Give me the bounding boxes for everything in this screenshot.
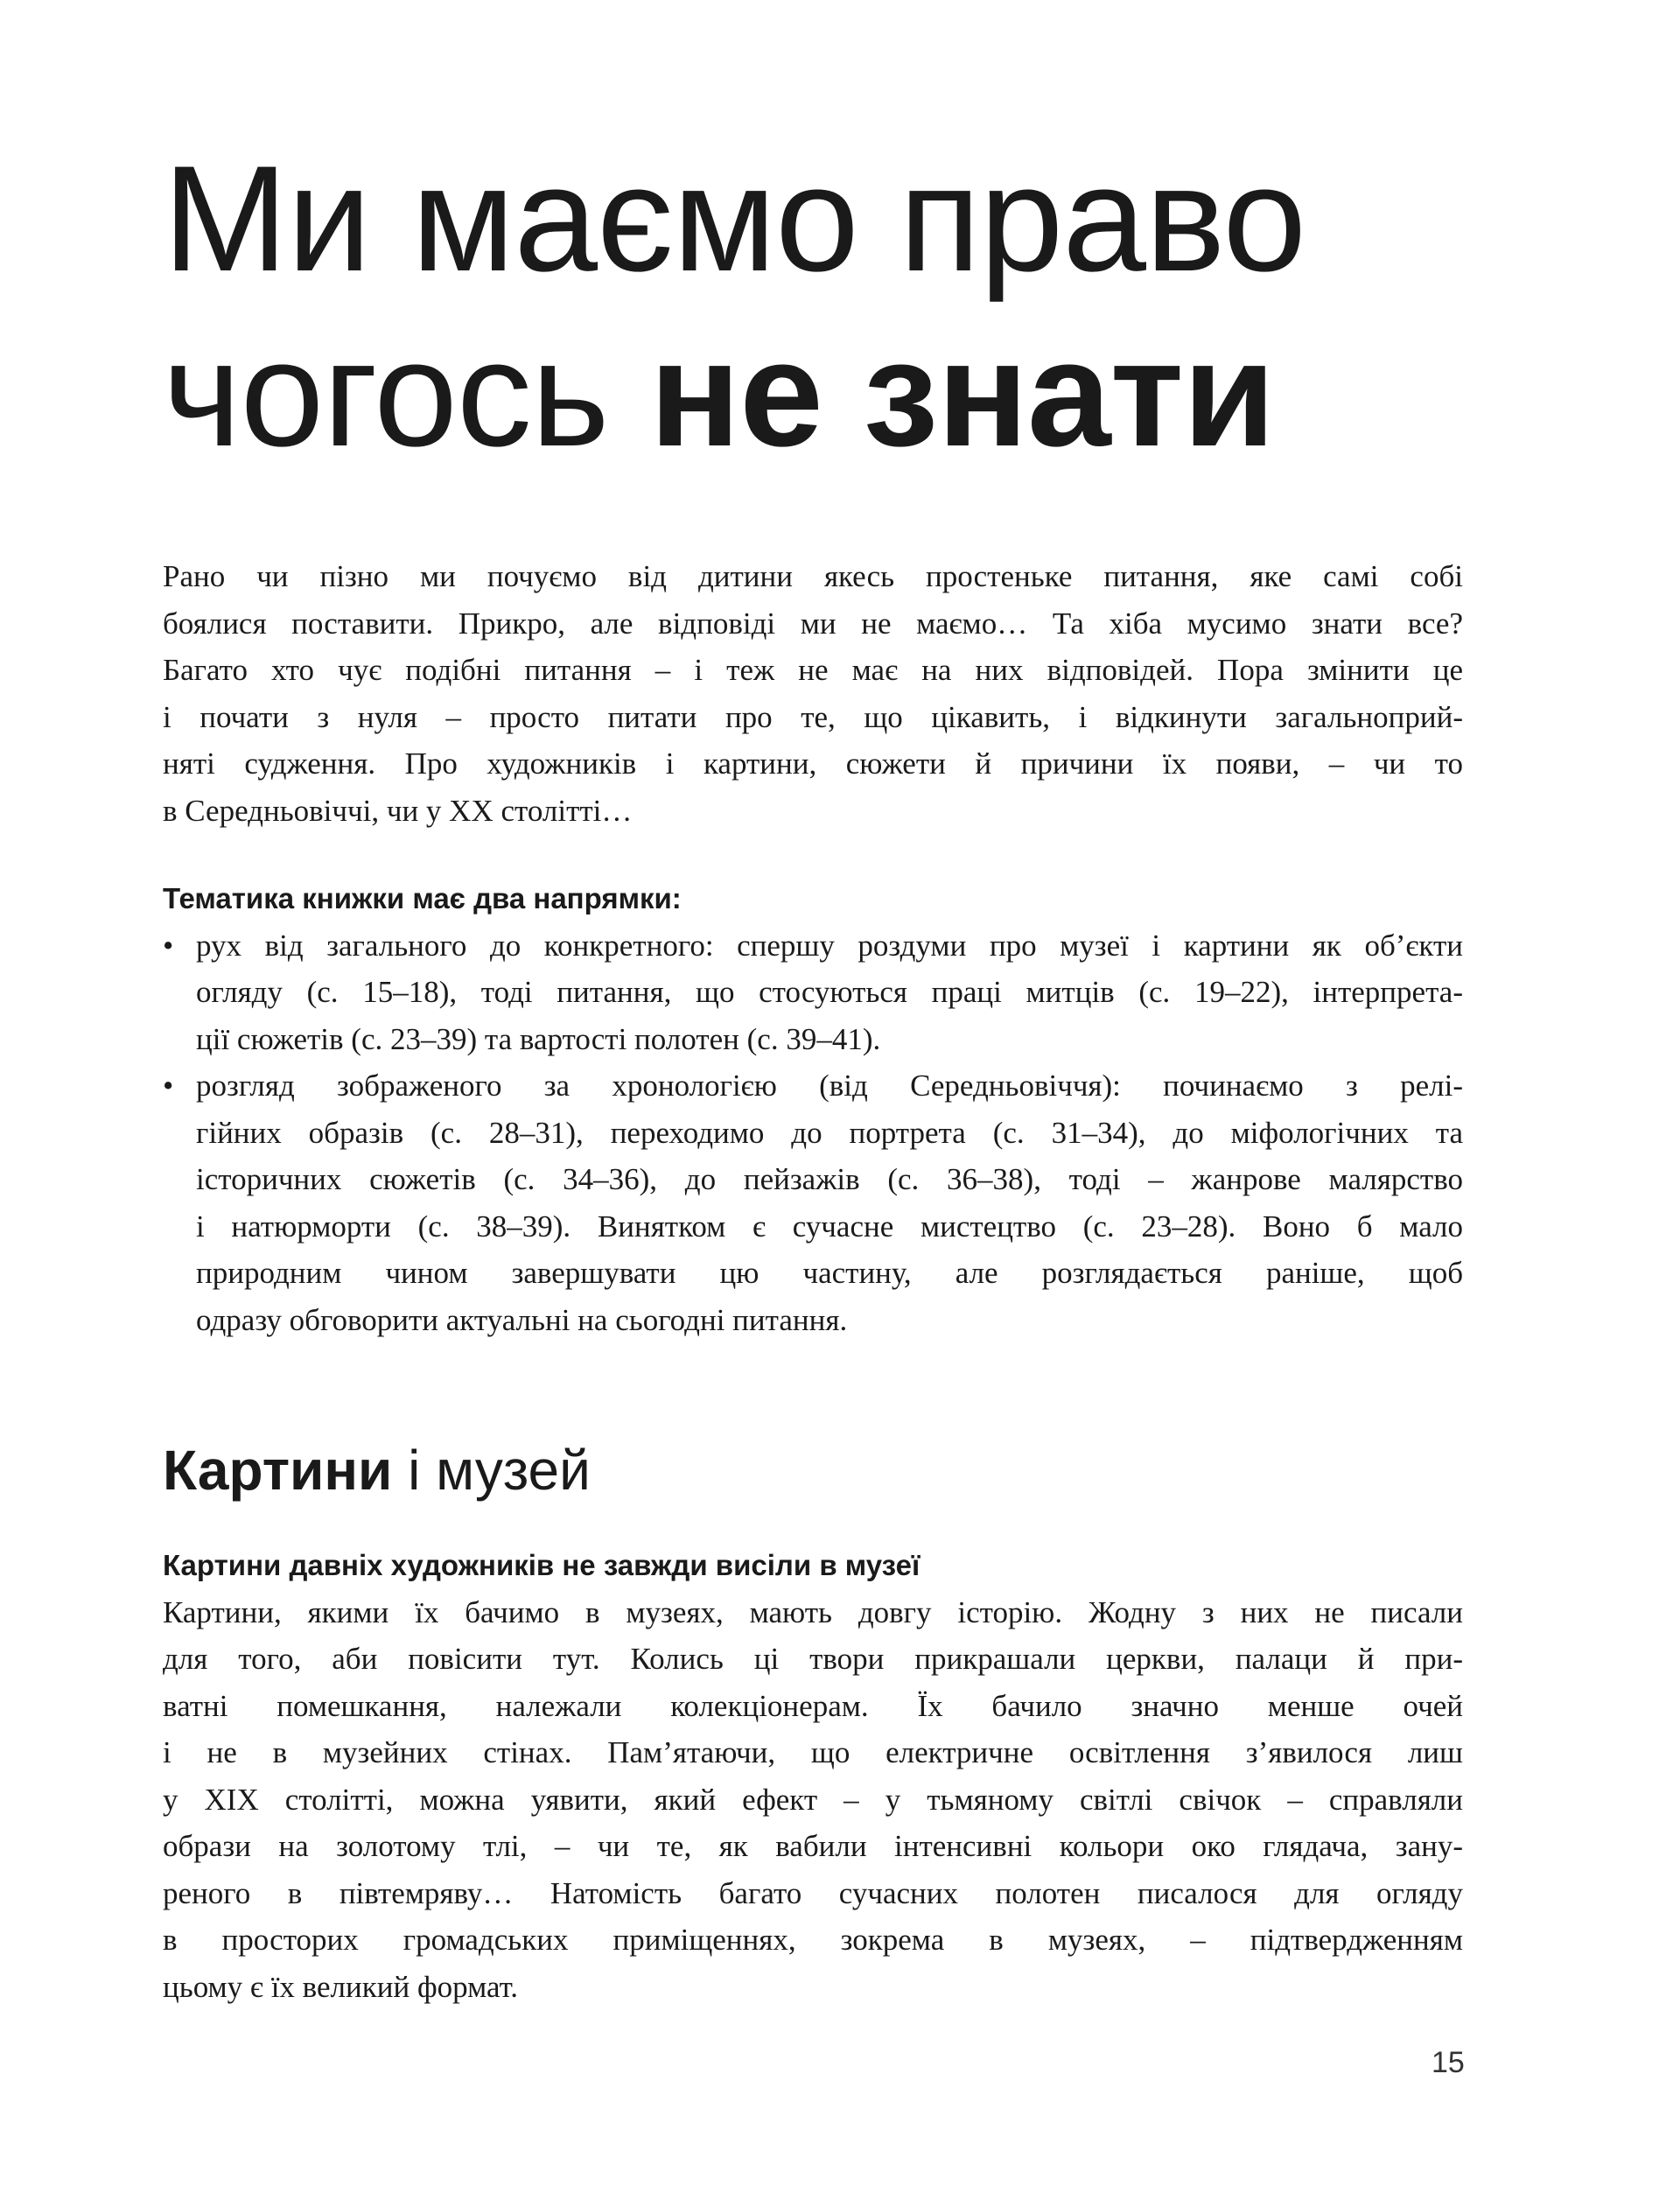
text-line: для того, аби повісити тут. Колись ці твори прикрашали церкви, палаци й при- [163,1642,1463,1676]
title-line-1: Ми маємо право [163,135,1306,303]
text-line: рух від загального до конкретного: спершу роздуми про музеї і картини як об’єкти [196,928,1463,963]
page-title [163,131,1306,481]
text-line: няті судження. Про художників і картини, сюжети й причини їх появи, – чи то [163,746,1463,781]
themes-heading: Тематика книжки має два напрямки: [163,882,682,914]
text-line: ватні помешкання, належали колекціонерам. Їх бачило значно менше очей [163,1688,1463,1723]
text-line: образи на золотому тлі, – чи те, як вабили інтенсивні кольори око глядача, зану- [163,1829,1463,1863]
list-item [163,922,1463,1063]
text-line: і почати з нуля – просто питати про те, що цікавить, і відкинути загальноприй- [163,699,1463,734]
themes-section [163,875,1463,1343]
title-bold: не знати [649,310,1275,478]
text-line: в просторих громадських приміщеннях, зокрема в музеях, – підтвердженням [163,1923,1463,1957]
section-title-bold: Картини [163,1439,393,1502]
text-line: цьому є їх великий формат. [163,1969,519,2004]
text-line: огляду (с. 15–18), тоді питання, що стосуються праці митців (с. 19–22), інтерпрета- [196,975,1463,1009]
text-line: одразу обговорити актуальні на сьогодні питання. [196,1302,848,1337]
text-line: ції сюжетів (с. 23–39) та вартості полотен (с. 39–41). [196,1021,881,1056]
text-line: в Середньовіччі, чи у ХХ столітті… [163,793,633,828]
article-heading: Картини давніх художників не завжди висіли в музеї [163,1549,920,1581]
text-line: історичних сюжетів (с. 34–36), до пейзажів (с. 36–38), тоді – жанрове малярство [196,1162,1463,1196]
text-line: природним чином завершувати цю частину, але розглядається раніше, щоб [196,1256,1463,1290]
page-number: 15 [1432,2046,1465,2079]
text-line: розгляд зображеного за хронологією (від Середньовіччя): починаємо з релі- [196,1068,1463,1103]
title-light: чогось [163,310,650,478]
text-line: реного в півтемряву… Натомість багато сучасних полотен писалося для огляду [163,1875,1463,1910]
text-line: у ХІХ столітті, можна уявити, який ефект – у тьмяному світлі свічок – справляли [163,1782,1463,1817]
bullet-icon: • [163,928,174,963]
list-item [163,1062,1463,1343]
text-line: гійних образів (с. 28–31), переходимо до портрета (с. 31–34), до міфологічних та [196,1115,1463,1150]
text-line: боялися поставити. Прикро, але відповіді ми не маємо… Та хіба мусимо знати все? [163,606,1463,641]
text-line: Картини, якими їх бачимо в музеях, мають довгу історію. Жодну з них не писали [163,1594,1463,1629]
title-line-2 [163,306,1306,481]
text-line: і натюрморти (с. 38–39). Винятком є сучасне мистецтво (с. 23–28). Воно б мало [196,1209,1463,1244]
section-title-light: і музей [392,1439,591,1502]
intro-paragraph [163,553,1463,834]
bullet-icon: • [163,1068,174,1103]
text-line: Багато хто чує подібні питання – і теж не має на них відповідей. Пора змінити це [163,653,1463,687]
article [163,1542,1463,2010]
text-line: і не в музейних стінах. Пам’ятаючи, що електричне освітлення з’явилося лиш [163,1735,1463,1769]
section-heading [163,1435,591,1505]
text-line: Рано чи пізно ми почуємо від дитини якесь простеньке питання, яке самі собі [163,559,1463,593]
